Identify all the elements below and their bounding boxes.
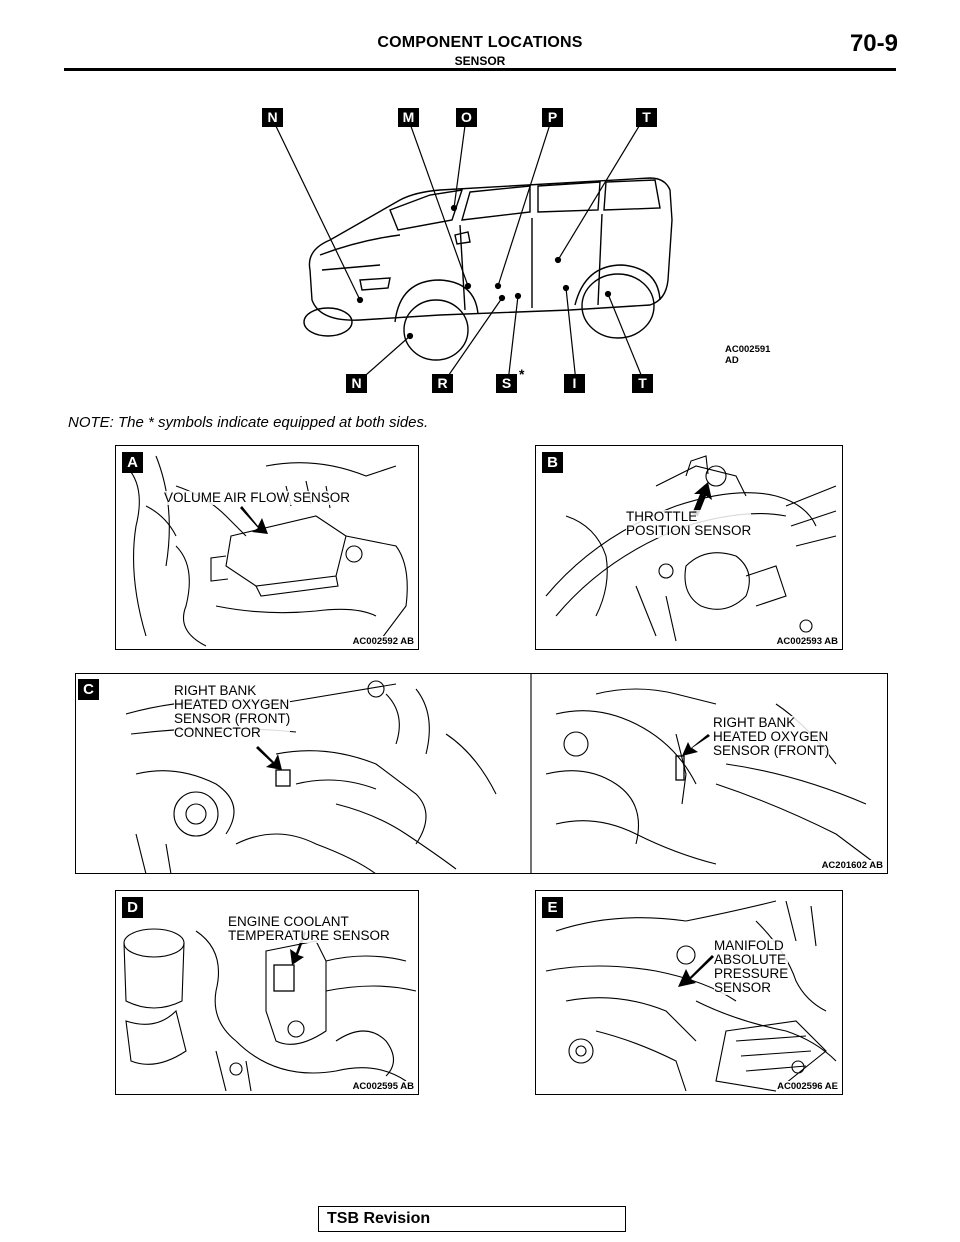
panel-a-figure-code: AC002592 AB: [352, 636, 414, 647]
panel-a-drawing: [116, 446, 419, 650]
overview-label-t-top: T: [636, 108, 657, 127]
overview-label-m: M: [398, 108, 419, 127]
panel-b-figure-code: AC002593 AB: [776, 636, 838, 647]
panel-c-right-line2: HEATED OXYGEN: [713, 729, 829, 744]
panel-c-right-line3: SENSOR (FRONT): [713, 743, 830, 758]
vehicle-overview-illustration: [240, 100, 780, 400]
panel-a-volume-air-flow-sensor: [115, 445, 419, 650]
panel-e-tag: E: [542, 897, 563, 918]
panel-b-callout-line1: THROTTLE: [626, 509, 698, 524]
panel-e-callout: [714, 939, 788, 995]
overview-label-r: R: [432, 374, 453, 393]
panel-c-right-line1: RIGHT BANK: [713, 715, 796, 730]
panel-e-manifold-absolute-pressure-sensor: [535, 890, 843, 1095]
panel-a-callout: VOLUME AIR FLOW SENSOR: [164, 490, 351, 505]
note-text: NOTE: The * symbols indicate equipped at both sides.: [68, 414, 429, 431]
overview-label-n-bottom: N: [346, 374, 367, 393]
panel-e-callout-line1: MANIFOLD: [714, 938, 784, 953]
panel-d-callout-line2: TEMPERATURE SENSOR: [228, 928, 390, 943]
panel-c-left-line4: CONNECTOR: [174, 725, 261, 740]
panel-b-drawing: [536, 446, 843, 650]
panel-e-callout-line4: SENSOR: [714, 980, 772, 995]
panel-c-left-line2: HEATED OXYGEN: [174, 697, 290, 712]
page-number: 70-9: [849, 30, 898, 57]
panel-d-callout-line1: ENGINE COOLANT: [228, 914, 349, 929]
overview-figure-code: AC002591 AD: [724, 344, 780, 366]
panel-c-right-callout: [713, 716, 829, 758]
panel-e-callout-line2: ABSOLUTE: [714, 952, 787, 967]
tsb-revision-box: TSB Revision: [318, 1206, 626, 1232]
header-rule: [64, 68, 896, 71]
overview-label-s: S: [496, 374, 517, 393]
panel-e-callout-line3: PRESSURE: [714, 966, 789, 981]
panel-c-left-line1: RIGHT BANK: [174, 683, 257, 698]
panel-e-figure-code: AC002596 AE: [777, 1081, 838, 1092]
panel-c-left-line3: SENSOR (FRONT): [174, 711, 291, 726]
panel-d-engine-coolant-temperature-sensor: [115, 890, 419, 1095]
panel-b-callout: [626, 510, 751, 538]
panel-d-callout: [228, 915, 390, 943]
panel-b-tag: B: [542, 452, 563, 473]
vehicle-line-drawing: [240, 100, 780, 400]
overview-label-n-top: N: [262, 108, 283, 127]
overview-label-p: P: [542, 108, 563, 127]
overview-label-i: I: [564, 374, 585, 393]
panel-d-tag: D: [122, 897, 143, 918]
panel-e-drawing: [536, 891, 843, 1095]
panel-b-throttle-position-sensor: [535, 445, 843, 650]
overview-asterisk: *: [519, 366, 525, 382]
panel-a-tag: A: [122, 452, 143, 473]
panel-c-heated-oxygen-sensor: [75, 673, 888, 874]
panel-c-figure-code: AC201602 AB: [821, 860, 883, 871]
panel-d-figure-code: AC002595 AB: [352, 1081, 414, 1092]
panel-b-callout-line2: POSITION SENSOR: [626, 523, 752, 538]
overview-label-o: O: [456, 108, 477, 127]
overview-label-t-bottom: T: [632, 374, 653, 393]
section-subtitle: SENSOR: [454, 54, 506, 68]
section-title: COMPONENT LOCATIONS: [377, 34, 583, 51]
panel-c-left-callout: [174, 684, 290, 740]
panel-c-tag: C: [78, 679, 99, 700]
